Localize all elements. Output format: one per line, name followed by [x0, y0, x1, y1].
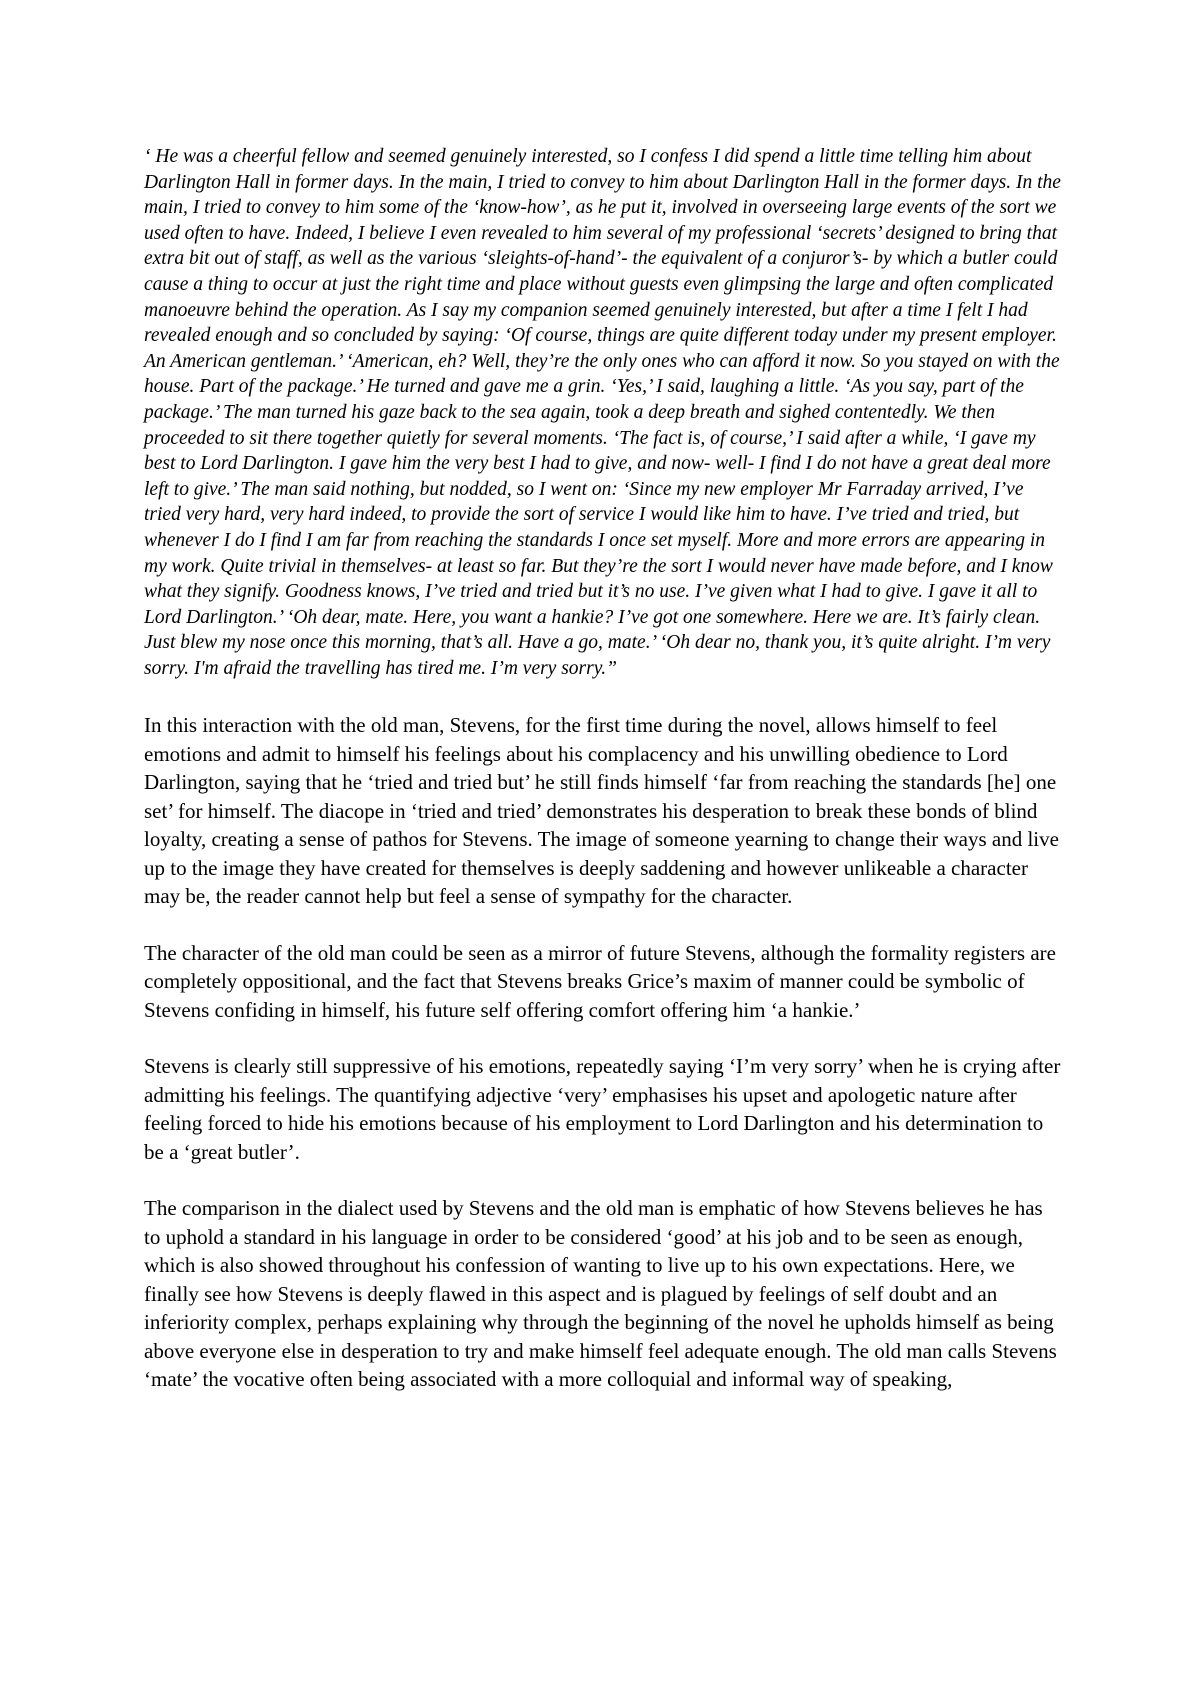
quoted-passage: ‘ He was a cheerful fellow and seemed genuinely interested, so I confess I did spend a little time telling him about Darlington Hall in former days. In the main, I tried to convey to him about Darlington Hall in the former days. In the main, I tried to convey to him some of the ‘know-how’, as he put it, involved in overseeing large events of the sort we used often to have. Indeed, I believe I even revealed to him several of my professional ‘secrets’ designed to bring that extra bit out of staff, as well as the various ‘sleights-of-hand’- the equivalent of a conjuror’s- by which a butler could cause a thing to occur at just the right time and place without guests even glimpsing the large and often complicated manoeuvre behind the operation. As I say my companion seemed genuinely interested, but after a time I felt I had revealed enough and so concluded by saying: ‘Of course, things are quite different today under my present employer. An American gentleman.’ ‘American, eh? Well, they’re the only ones who can afford it now. So you stayed on with the house. Part of the package.’ He turned and gave me a grin. ‘Yes,’ I said, laughing a little. ‘As you say, part of the package.’ The man turned his gaze back to the sea again, took a deep breath and sighed contentedly. We then proceeded to sit there together quietly for several moments. ‘The fact is, of course,’ I said after a while, ‘I gave my best to Lord Darlington. I gave him the very best I had to give, and now- well- I find I do not have a great deal more left to give.’ The man said nothing, but nodded, so I went on: ‘Since my new employer Mr Farraday arrived, I’ve tried very hard, very hard indeed, to provide the sort of service I would like him to have. I’ve tried and tried, but whenever I do I find I am far from reaching the standards I once set myself. More and more errors are appearing in my work. Quite trivial in themselves- at least so far. But they’re the sort I would never have made before, and I know what they signify. Goodness knows, I’ve tried and tried but it’s no use. I’ve given what I had to give. I gave it all to Lord Darlington.’ ‘Oh dear, mate. Here, you want a hankie? I’ve got one somewhere. Here we are. It’s fairly clean. Just blew my nose once this morning, that’s all. Have a go, mate.’ ‘Oh dear no, thank you, it’s quite alright. I’m very sorry. I'm afraid the travelling has tired me. I’m very sorry.”	[144, 146, 1061, 679]
analysis-paragraph-4: The comparison in the dialect used by Stevens and the old man is emphatic of how Stevens believes he has to uphold a standard in his language in order to be considered ‘good’ at his job and to be seen as enough, which is also showed throughout his confession of wanting to live up to his own expectations. Here, we finally see how Stevens is deeply flawed in this aspect and is plagued by feelings of self doubt and an inferiority complex, perhaps explaining why through the beginning of the novel he upholds himself as being above everyone else in desperation to try and make himself feel adequate enough. The old man calls Stevens ‘mate’ the vocative often being associated with a more colloquial and informal way of speaking,	[144, 1196, 1057, 1392]
analysis-paragraph-1: In this interaction with the old man, Stevens, for the first time during the novel, allows himself to feel emotions and admit to himself his feelings about his complacency and his unwilling obedience to Lord Darlington, saying that he ‘tried and tried but’ he still finds himself ‘far from reaching the standards [he] one set’ for himself. The diacope in ‘tried and tried’ demonstrates his desperation to break these bonds of blind loyalty, creating a sense of pathos for Stevens. The image of someone yearning to change their ways and live up to the image they have created for themselves is deeply saddening and however unlikeable a character may be, the reader cannot help but feel a sense of sympathy for the character.	[144, 713, 1059, 909]
document-body	[144, 144, 1062, 1422]
analysis-paragraph-3: Stevens is clearly still suppressive of his emotions, repeatedly saying ‘I’m very sorry’ when he is crying after admitting his feelings. The quantifying adjective ‘very’ emphasises his upset and apologetic nature after feeling forced to hide his emotions because of his employment to Lord Darlington and his determination to be a ‘great butler’.	[144, 1054, 1061, 1164]
analysis-paragraph-2: The character of the old man could be seen as a mirror of future Stevens, although the formality registers are completely oppositional, and the fact that Stevens breaks Grice’s maxim of manner could be symbolic of Stevens confiding in himself, his future self offering comfort offering him ‘a hankie.’	[144, 940, 1056, 1022]
